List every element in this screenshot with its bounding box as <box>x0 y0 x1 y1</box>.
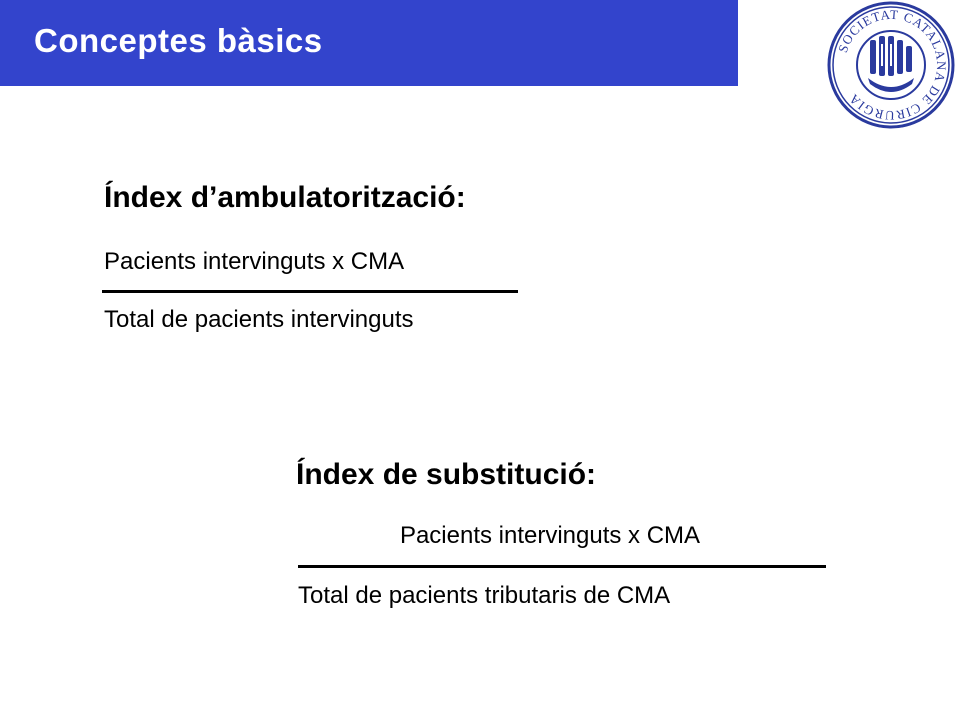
page-title: Conceptes bàsics <box>34 22 323 59</box>
ambulatoritzacio-denominator: Total de pacients intervinguts <box>104 306 414 333</box>
substitucio-numerator: Pacients intervinguts x CMA <box>399 522 701 549</box>
ambulatoritzacio-fraction-line <box>102 290 518 293</box>
seal-text: SOCIETAT CATALANA DE CIRURGIA <box>834 6 950 124</box>
ambulatoritzacio-numerator: Pacients intervinguts x CMA <box>104 248 405 275</box>
society-seal-icon <box>826 0 956 130</box>
ambulatoritzacio-index-title: Índex d’ambulatorització: <box>104 181 466 214</box>
substitucio-fraction-line <box>298 565 826 568</box>
title-bar <box>0 0 738 86</box>
substitucio-denominator: Total de pacients tributaris de CMA <box>298 582 671 609</box>
substitucio-index-title: Índex de substitució: <box>296 458 597 491</box>
